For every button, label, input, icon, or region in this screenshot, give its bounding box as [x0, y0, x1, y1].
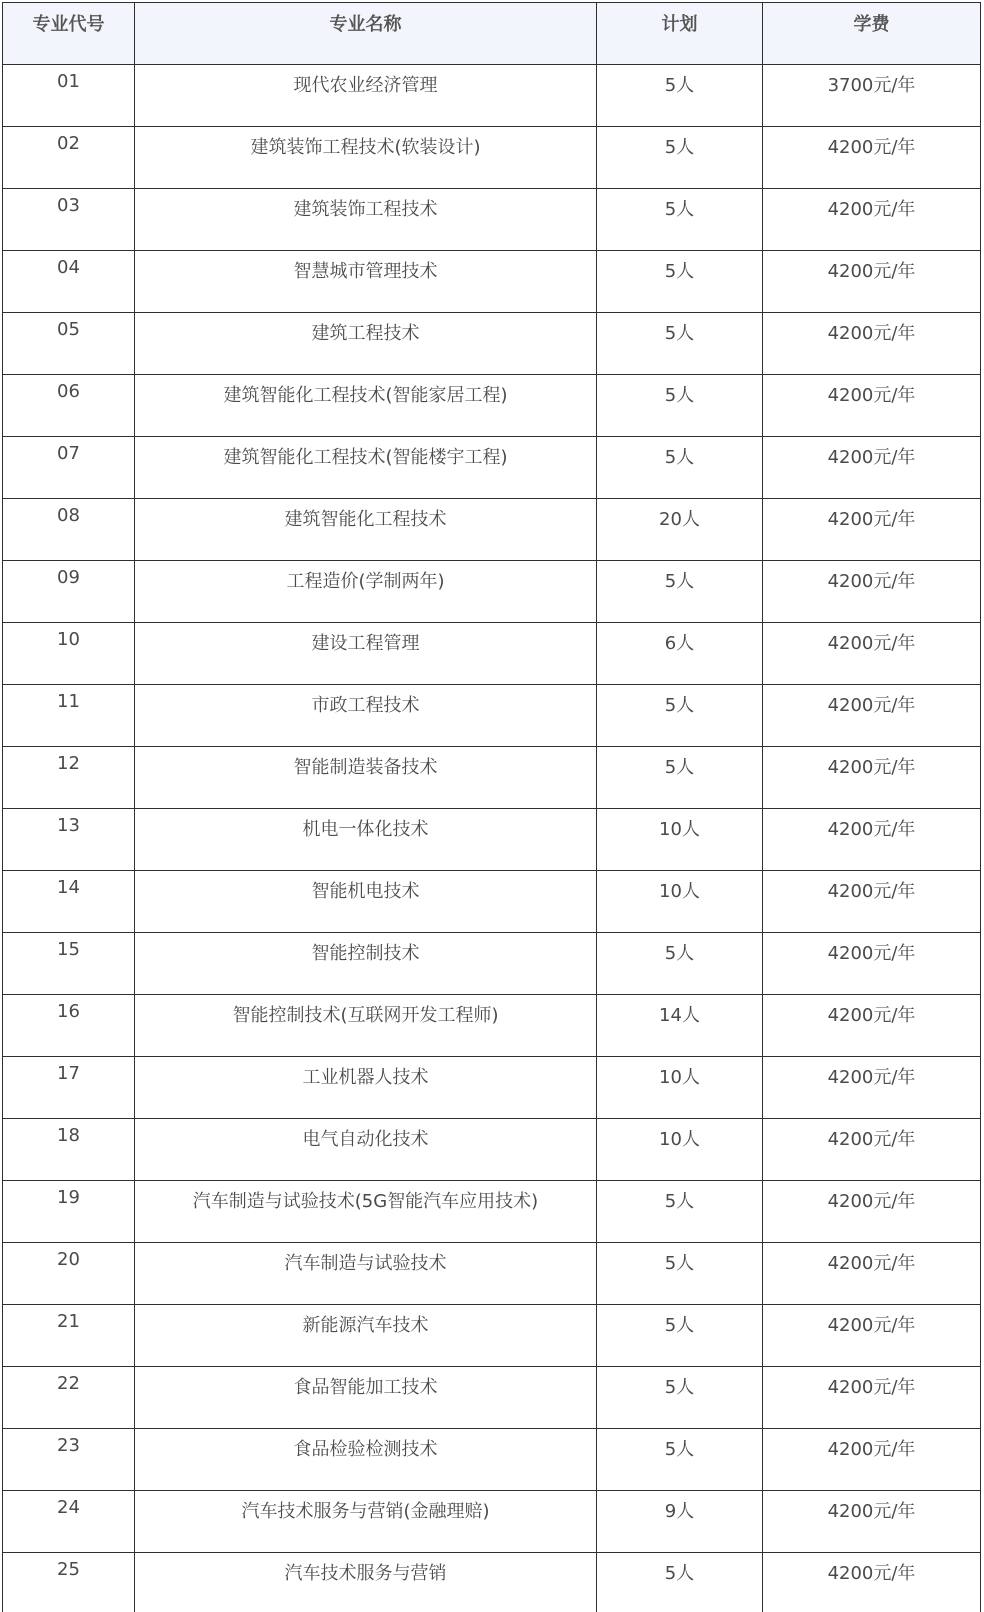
majors-table: [2, 2, 981, 1612]
cell-fee: 4200元/年: [763, 437, 981, 499]
table-row: [3, 251, 981, 313]
cell-fee: 4200元/年: [763, 189, 981, 251]
table-row: [3, 1181, 981, 1243]
cell-plan: 10人: [597, 871, 763, 933]
cell-name: 汽车制造与试验技术: [135, 1243, 597, 1305]
cell-code: 04: [3, 251, 135, 313]
table-row: [3, 685, 981, 747]
cell-code: 09: [3, 561, 135, 623]
cell-plan: 5人: [597, 1243, 763, 1305]
cell-code: 10: [3, 623, 135, 685]
cell-name: 建筑工程技术: [135, 313, 597, 375]
cell-fee: 4200元/年: [763, 623, 981, 685]
cell-code: 08: [3, 499, 135, 561]
cell-name: 建筑装饰工程技术: [135, 189, 597, 251]
table-row: [3, 561, 981, 623]
cell-code: 19: [3, 1181, 135, 1243]
cell-fee: 3700元/年: [763, 65, 981, 127]
cell-fee: 4200元/年: [763, 809, 981, 871]
cell-fee: 4200元/年: [763, 1553, 981, 1612]
header-fee: 学费: [763, 3, 981, 65]
cell-plan: 5人: [597, 685, 763, 747]
table-row: [3, 809, 981, 871]
cell-code: 03: [3, 189, 135, 251]
cell-code: 25: [3, 1553, 135, 1612]
cell-name: 智能机电技术: [135, 871, 597, 933]
cell-code: 05: [3, 313, 135, 375]
cell-fee: 4200元/年: [763, 1243, 981, 1305]
cell-plan: 5人: [597, 1305, 763, 1367]
cell-plan: 5人: [597, 65, 763, 127]
table-header: [3, 3, 981, 65]
cell-name: 智能控制技术(互联网开发工程师): [135, 995, 597, 1057]
cell-fee: 4200元/年: [763, 499, 981, 561]
cell-name: 汽车制造与试验技术(5G智能汽车应用技术): [135, 1181, 597, 1243]
table-row: [3, 1491, 981, 1553]
table-row: [3, 1057, 981, 1119]
cell-fee: 4200元/年: [763, 313, 981, 375]
cell-plan: 5人: [597, 1553, 763, 1612]
table-row: [3, 623, 981, 685]
cell-name: 机电一体化技术: [135, 809, 597, 871]
table-row: [3, 1119, 981, 1181]
cell-name: 建设工程管理: [135, 623, 597, 685]
cell-name: 汽车技术服务与营销(金融理赔): [135, 1491, 597, 1553]
cell-code: 18: [3, 1119, 135, 1181]
table-row: [3, 127, 981, 189]
cell-fee: 4200元/年: [763, 1367, 981, 1429]
header-code: 专业代号: [3, 3, 135, 65]
cell-fee: 4200元/年: [763, 1057, 981, 1119]
cell-fee: 4200元/年: [763, 1491, 981, 1553]
cell-name: 建筑智能化工程技术(智能家居工程): [135, 375, 597, 437]
cell-plan: 5人: [597, 561, 763, 623]
cell-code: 24: [3, 1491, 135, 1553]
table-row: [3, 499, 981, 561]
cell-fee: 4200元/年: [763, 251, 981, 313]
cell-code: 23: [3, 1429, 135, 1491]
cell-fee: 4200元/年: [763, 1181, 981, 1243]
cell-plan: 5人: [597, 189, 763, 251]
table-row: [3, 933, 981, 995]
cell-name: 市政工程技术: [135, 685, 597, 747]
table-row: [3, 871, 981, 933]
cell-plan: 5人: [597, 251, 763, 313]
cell-plan: 5人: [597, 1429, 763, 1491]
cell-name: 智能控制技术: [135, 933, 597, 995]
cell-name: 现代农业经济管理: [135, 65, 597, 127]
cell-code: 06: [3, 375, 135, 437]
cell-code: 12: [3, 747, 135, 809]
cell-code: 21: [3, 1305, 135, 1367]
cell-code: 15: [3, 933, 135, 995]
header-name: 专业名称: [135, 3, 597, 65]
cell-name: 食品检验检测技术: [135, 1429, 597, 1491]
table-row: [3, 747, 981, 809]
cell-plan: 5人: [597, 437, 763, 499]
cell-fee: 4200元/年: [763, 933, 981, 995]
table-row: [3, 65, 981, 127]
cell-plan: 10人: [597, 1057, 763, 1119]
cell-name: 建筑智能化工程技术: [135, 499, 597, 561]
cell-code: 02: [3, 127, 135, 189]
cell-name: 工业机器人技术: [135, 1057, 597, 1119]
cell-name: 食品智能加工技术: [135, 1367, 597, 1429]
table-row: [3, 375, 981, 437]
cell-plan: 5人: [597, 1181, 763, 1243]
table-row: [3, 1367, 981, 1429]
cell-plan: 5人: [597, 747, 763, 809]
cell-name: 汽车技术服务与营销: [135, 1553, 597, 1612]
cell-name: 智能制造装备技术: [135, 747, 597, 809]
cell-name: 新能源汽车技术: [135, 1305, 597, 1367]
cell-code: 16: [3, 995, 135, 1057]
cell-fee: 4200元/年: [763, 375, 981, 437]
cell-plan: 14人: [597, 995, 763, 1057]
cell-plan: 5人: [597, 1367, 763, 1429]
cell-fee: 4200元/年: [763, 995, 981, 1057]
cell-plan: 6人: [597, 623, 763, 685]
table-row: [3, 313, 981, 375]
cell-plan: 5人: [597, 375, 763, 437]
cell-fee: 4200元/年: [763, 1305, 981, 1367]
cell-code: 17: [3, 1057, 135, 1119]
table-row: [3, 995, 981, 1057]
cell-fee: 4200元/年: [763, 127, 981, 189]
cell-code: 13: [3, 809, 135, 871]
cell-fee: 4200元/年: [763, 1429, 981, 1491]
cell-code: 14: [3, 871, 135, 933]
cell-code: 22: [3, 1367, 135, 1429]
header-row: [3, 3, 981, 65]
table-row: [3, 1305, 981, 1367]
cell-name: 建筑智能化工程技术(智能楼宇工程): [135, 437, 597, 499]
cell-plan: 10人: [597, 1119, 763, 1181]
table-row: [3, 1243, 981, 1305]
cell-fee: 4200元/年: [763, 561, 981, 623]
cell-name: 工程造价(学制两年): [135, 561, 597, 623]
cell-code: 01: [3, 65, 135, 127]
cell-fee: 4200元/年: [763, 685, 981, 747]
cell-plan: 5人: [597, 313, 763, 375]
cell-fee: 4200元/年: [763, 1119, 981, 1181]
table-row: [3, 1553, 981, 1612]
header-plan: 计划: [597, 3, 763, 65]
cell-plan: 5人: [597, 127, 763, 189]
table-body: [3, 65, 981, 1612]
cell-plan: 10人: [597, 809, 763, 871]
cell-name: 电气自动化技术: [135, 1119, 597, 1181]
cell-code: 20: [3, 1243, 135, 1305]
cell-code: 07: [3, 437, 135, 499]
cell-plan: 20人: [597, 499, 763, 561]
cell-plan: 5人: [597, 933, 763, 995]
cell-fee: 4200元/年: [763, 747, 981, 809]
cell-plan: 9人: [597, 1491, 763, 1553]
table-row: [3, 1429, 981, 1491]
table-row: [3, 189, 981, 251]
cell-name: 建筑装饰工程技术(软装设计): [135, 127, 597, 189]
cell-name: 智慧城市管理技术: [135, 251, 597, 313]
cell-code: 11: [3, 685, 135, 747]
cell-fee: 4200元/年: [763, 871, 981, 933]
table-row: [3, 437, 981, 499]
